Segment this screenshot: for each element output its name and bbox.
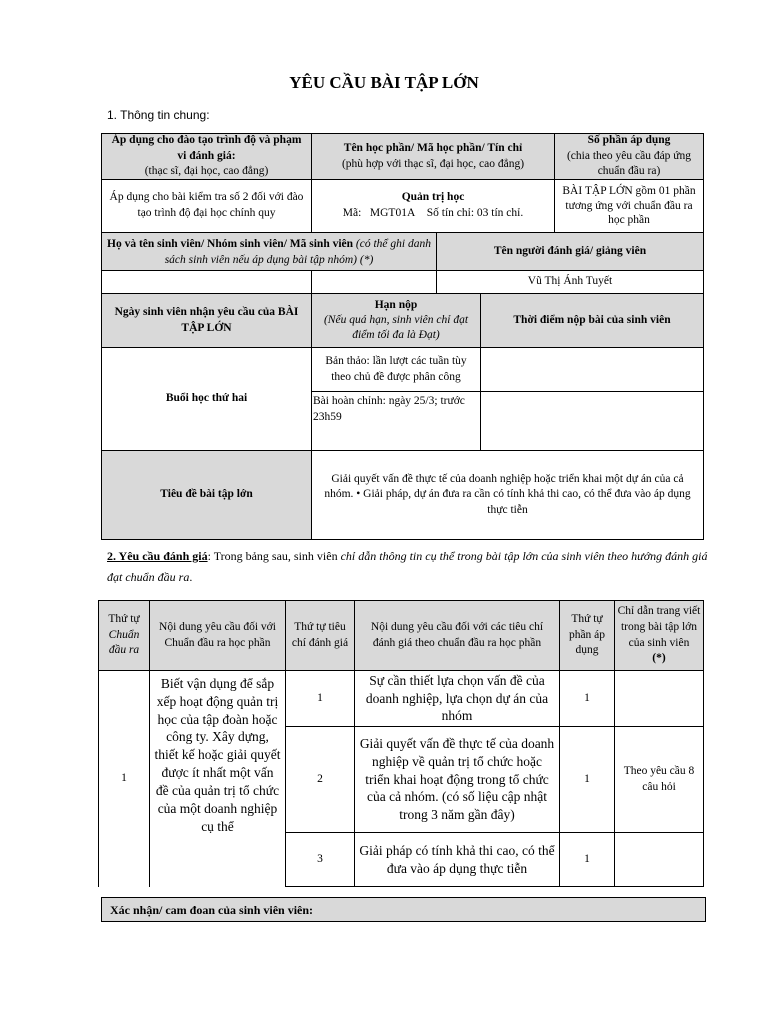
guide-cell-3 (614, 832, 704, 887)
student-info-header-note: (có thể ghi danh sách sinh viên nếu áp dụng bài tập nhóm) (*) (164, 238, 431, 266)
document-title: YÊU CẦU BÀI TẬP LỚN (289, 73, 479, 92)
criteria-order-2: 2 (285, 726, 355, 833)
parts-header (554, 133, 704, 180)
received-date-value: Buổi học thứ hai (101, 347, 312, 451)
parts-header-title: Số phần áp dụng (587, 134, 671, 147)
parts-header-note: (chia theo yêu cầu đáp ứng chuẩn đầu ra) (566, 149, 692, 178)
course-code: MGT01A (369, 207, 416, 219)
part-order-3: 1 (559, 832, 615, 887)
section2-intro-end: . (189, 570, 193, 584)
part-order-2: 1 (559, 726, 615, 833)
course-code-label: Mã: (342, 207, 362, 219)
evaluator-value: Vũ Thị Ánh Tuyết (436, 270, 704, 294)
evaluator-header: Tên người đánh giá/ giảng viên (436, 232, 704, 271)
received-date-header: Ngày sinh viên nhận yêu cầu của BÀI TẬP LỚN (101, 293, 312, 348)
draft-deadline: Bản thảo: lần lượt các tuần tùy theo chủ đề được phân công (311, 347, 481, 392)
final-deadline: Bài hoàn chỉnh: ngày 25/3; trước 23h59 (311, 391, 481, 451)
student-name-value (101, 270, 312, 294)
course-info-value (311, 179, 555, 233)
apply-scope-header (101, 133, 312, 180)
part-order-1: 1 (559, 670, 615, 727)
topic-label: Tiêu đề bài tập lớn (101, 450, 312, 540)
deadline-header-note: (Nếu quá hạn, sinh viên chỉ đạt điểm tối đa là Đạt) (323, 314, 469, 341)
submission-time-header: Thời điểm nộp bài của sinh viên (480, 293, 704, 348)
final-submission-time (480, 391, 704, 451)
guide-header-text: Chỉ dẫn trang viết trong bài tập lớn của sinh viên (617, 605, 701, 649)
section1-heading: 1. Thông tin chung: (107, 108, 210, 122)
content-value: Biết vận dụng để sắp xếp hoạt động quản trị học của tập đoàn hoặc công ty. Xây dựng, thiết kế hoặc giải quyết được ít nhất một vấn đề của quản trị tổ chức của một doanh nghiệp cụ thể (149, 670, 286, 887)
guide-header-star: (*) (652, 652, 666, 665)
student-confirmation: Xác nhận/ cam đoan của sinh viên viên: (101, 897, 706, 922)
criteria-order-header: Thứ tự tiêu chí đánh giá (285, 600, 355, 671)
criteria-content-3: Giải pháp có tính khả thi cao, có thể đưa vào áp dụng thực tiễn (354, 832, 560, 887)
criteria-content-2: Giải quyết vấn đề thực tế của doanh nghiệp về quản trị tổ chức hoặc triển khai hoạt động trong tổ chức của cả nhóm. (có số liệu cập nhật trong 3 năm gần đây) (354, 726, 560, 833)
content-header: Nội dung yêu cầu đối với Chuẩn đầu ra học phần (149, 600, 286, 671)
student-info-header-title: Họ và tên sinh viên/ Nhóm sinh viên/ Mã sinh viên (107, 238, 354, 250)
course-header-note: (phù hợp với thạc sĩ, đại học, cao đẳng) (341, 157, 525, 170)
guide-cell-1 (614, 670, 704, 727)
course-code-line (343, 206, 524, 222)
order-header (98, 600, 150, 671)
apply-scope-header-title: Áp dụng cho đào tạo trình độ và phạm vi đánh giá: (111, 134, 302, 162)
part-order-header: Thứ tự phần áp dụng (559, 600, 615, 671)
course-credits: Số tín chỉ: 03 tín chỉ. (426, 207, 524, 219)
order-value: 1 (98, 670, 150, 887)
order-header-line2: Chuẩn đầu ra (108, 628, 140, 657)
criteria-order-3: 3 (285, 832, 355, 887)
guide-value: Theo yêu cầu 8 câu hỏi (614, 726, 704, 833)
student-extra-value (311, 270, 437, 294)
topic-value: Giải quyết vấn đề thực tế của doanh nghiệp hoặc triển khai một dự án của cả nhóm. • Giải pháp, dự án đưa ra cần có tính khả thi cao, có thể đưa vào áp dụng thực tiễn (311, 450, 704, 540)
course-header-title: Tên học phần/ Mã học phần/ Tín chỉ (343, 141, 523, 154)
deadline-header-title: Hạn nộp (374, 299, 418, 312)
order-header-line1: Thứ tự (108, 613, 140, 626)
section2-intro-italic: chỉ dẫn thông tin cụ thể trong bài tập lớn của sinh viên theo hướng đánh giá đạt chuẩn đầu ra (107, 549, 708, 584)
section2-intro (107, 546, 717, 588)
apply-scope-header-note: (thạc sĩ, đại học, cao đẳng) (144, 165, 269, 178)
deadline-header (311, 293, 481, 348)
criteria-content-1: Sự cần thiết lựa chọn vấn đề của doanh nghiệp, lựa chọn dự án của nhóm (354, 670, 560, 727)
criteria-order-1: 1 (285, 670, 355, 727)
course-header (311, 133, 555, 180)
guide-header (614, 600, 704, 671)
section2-intro-text: : Trong bảng sau, sinh viên (207, 549, 341, 563)
student-info-header (101, 232, 437, 271)
apply-scope-value: Áp dụng cho bài kiểm tra số 2 đối với đào tạo trình độ đại học chính quy (101, 179, 312, 233)
draft-submission-time (480, 347, 704, 392)
course-name: Quản trị học (401, 191, 465, 204)
section2-heading: 2. Yêu cầu đánh giá (107, 549, 208, 563)
parts-value: BÀI TẬP LỚN gồm 01 phần tương ứng với chuẩn đầu ra học phần (554, 179, 704, 233)
criteria-content-header: Nội dung yêu cầu đối với các tiêu chí đánh giá theo chuẩn đầu ra học phần (354, 600, 560, 671)
